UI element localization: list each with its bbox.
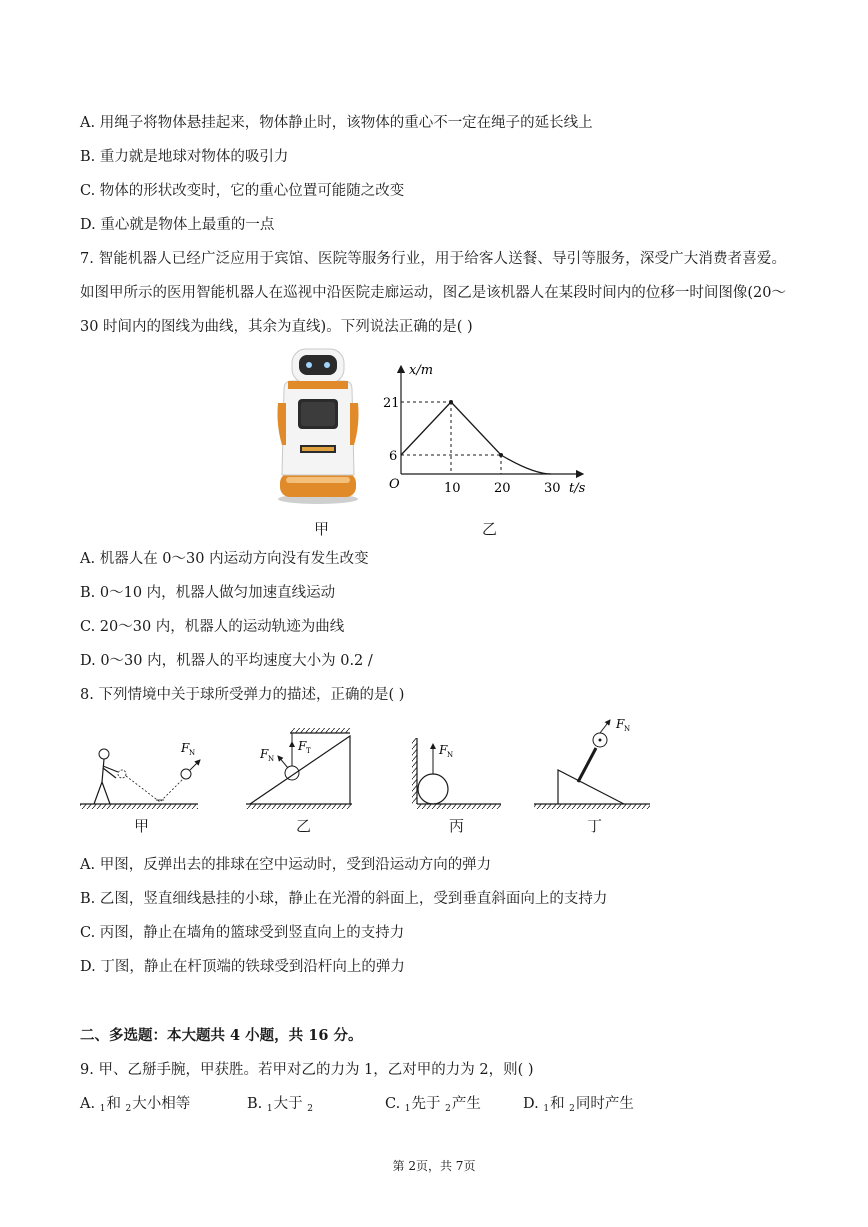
q8-option-a: A. 甲图，反弹出去的排球在空中运动时，受到沿运动方向的弹力 xyxy=(80,857,492,873)
page-footer: 第 2页，共 7页 xyxy=(392,1159,476,1173)
q8-label-bing: 丙 xyxy=(449,817,465,835)
q6-option-a: A. 用绳子将物体悬挂起来，物体静止时，该物体的重心不一定在绳子的延长线上 xyxy=(80,115,593,131)
x-tick-10: 10 xyxy=(444,481,461,496)
svg-text:F: F xyxy=(298,739,307,753)
figure-ding xyxy=(534,718,650,809)
origin-label: O xyxy=(389,477,400,492)
svg-text:N: N xyxy=(624,725,631,733)
xt-line xyxy=(401,402,551,474)
x-tick-30: 30 xyxy=(544,481,561,496)
svg-text:F: F xyxy=(260,747,269,761)
svg-text:N: N xyxy=(447,751,454,759)
xt-graph xyxy=(383,358,595,498)
q9-option-c: C. $_1$先于 $_2$产生 xyxy=(385,1096,481,1114)
q8-figures xyxy=(78,718,658,818)
q6-option-c: C. 物体的形状改变时，它的重心位置可能随之改变 xyxy=(80,183,405,199)
y-axis-label: x/m xyxy=(409,363,434,378)
q7-option-c: C. 20～30 内，机器人的运动轨迹为曲线 xyxy=(80,619,345,635)
q7-stem: 7. 智能机器人已经广泛应用于宾馆、医院等服务行业，用于给客人送餐、导引等服务，深受广大消费者喜爱。如图甲所示的医用智能机器人在巡视中沿医院走廊运动，图乙是该机器人在某段时间内的位移一时间图像(20～30 时间内的图线为曲线，其余为直线)。下列说法正确的是( ) xyxy=(80,251,786,335)
robot-photo xyxy=(272,345,364,505)
q8-label-ding: 丁 xyxy=(587,817,603,835)
q7-option-b: B. 0～10 内，机器人做匀加速直线运动 xyxy=(80,585,336,601)
x-tick-20: 20 xyxy=(494,481,511,496)
fig-label-yi: 乙 xyxy=(482,520,498,538)
q8-option-b: B. 乙图，竖直细线悬挂的小球，静止在光滑的斜面上，受到垂直斜面向上的支持力 xyxy=(80,891,608,907)
q7-option-d: D. 0～30 内，机器人的平均速度大小为 0.2 / xyxy=(80,653,373,669)
q6-option-b: B. 重力就是地球对物体的吸引力 xyxy=(80,149,289,165)
svg-text:F: F xyxy=(181,741,190,755)
section2-title: 二、多选题：本大题共 4 小题，共 16 分。 xyxy=(80,1027,363,1044)
svg-text:F: F xyxy=(616,718,625,731)
fig-label-jia: 甲 xyxy=(314,520,330,538)
x-axis-label: t/s xyxy=(569,481,586,496)
svg-text:N: N xyxy=(189,749,196,757)
q8-label-yi: 乙 xyxy=(296,817,312,835)
q7-option-a: A. 机器人在 0～30 内运动方向没有发生改变 xyxy=(80,551,369,567)
q8-option-d: D. 丁图，静止在杆顶端的铁球受到沿杆向上的弹力 xyxy=(80,959,405,975)
q9-option-d: D. $_1$和 $_2$同时产生 xyxy=(523,1096,634,1114)
svg-text:F: F xyxy=(439,743,448,757)
figure-yi xyxy=(246,728,352,809)
q9-options xyxy=(80,1094,634,1119)
y-tick-6: 6 xyxy=(389,449,398,464)
svg-text:N: N xyxy=(268,755,275,763)
figure-bing xyxy=(412,738,501,809)
y-tick-21: 21 xyxy=(383,396,400,411)
q9-option-b: B. $_1$大于 $_2$ xyxy=(247,1096,313,1114)
q6-option-d: D. 重心就是物体上最重的一点 xyxy=(80,217,275,233)
q9-stem: 9. 甲、乙掰手腕，甲获胜。若甲对乙的力为 1，乙对甲的力为 2，则( ) xyxy=(80,1062,534,1078)
q8-stem: 8. 下列情境中关于球所受弹力的描述，正确的是( ) xyxy=(80,687,405,703)
q8-label-jia: 甲 xyxy=(134,817,150,835)
q9-option-a: A. $_1$和 $_2$大小相等 xyxy=(80,1096,191,1114)
svg-text:T: T xyxy=(306,747,311,755)
q8-option-c: C. 丙图，静止在墙角的篮球受到竖直向上的支持力 xyxy=(80,925,405,941)
figure-jia xyxy=(80,741,200,809)
